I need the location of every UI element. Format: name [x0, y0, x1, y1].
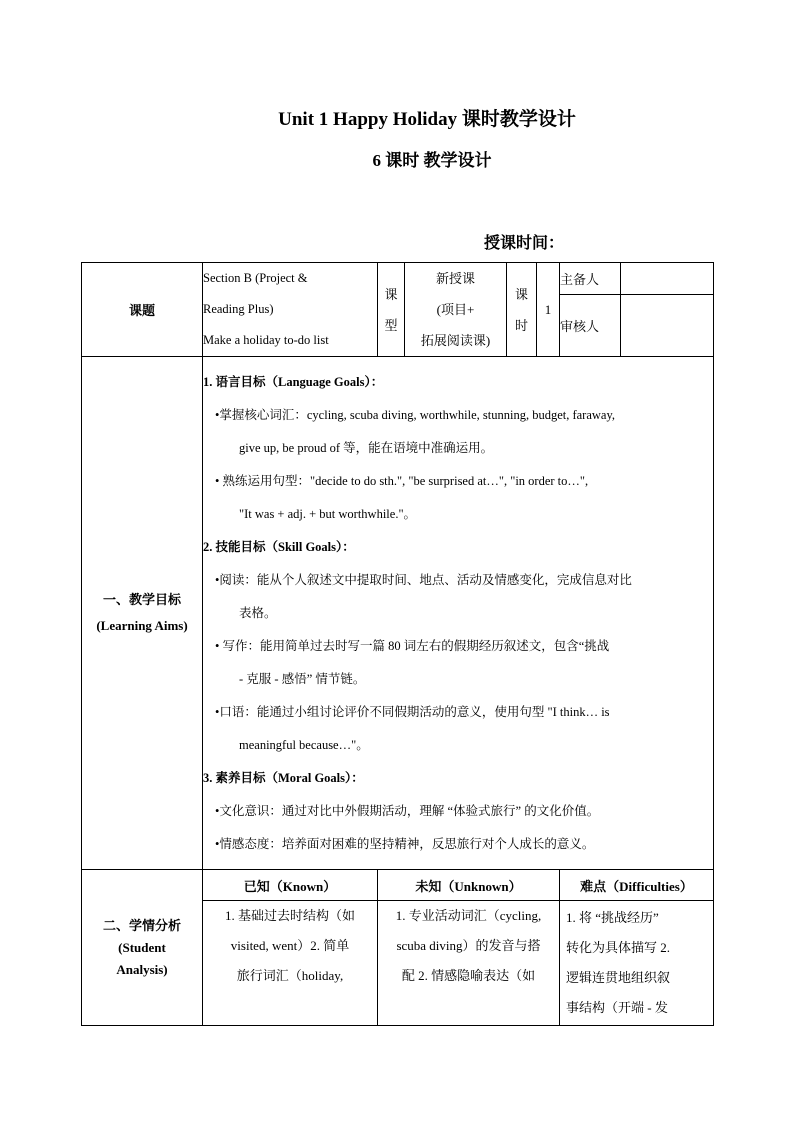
language-goal-item: [203, 399, 713, 465]
document-title: Unit 1 Happy Holiday 课时教学设计: [278, 109, 576, 130]
goal-text: give up, be proud of 等，能在语境中准确运用。: [239, 440, 494, 455]
hours-value: 1: [537, 263, 560, 357]
known-header: 已知（Known）: [203, 870, 378, 901]
moral-goal-item: •文化意识：通过对比中外假期活动，理解 “体验式旅行” 的文化价值。: [215, 803, 600, 818]
analysis-label-line: 二、学情分析: [102, 917, 181, 933]
learning-aims-content: [203, 357, 714, 870]
goal-text: meaningful because…"。: [239, 737, 369, 752]
student-analysis-label: [82, 870, 203, 1026]
type-value-line: 新授课: [435, 271, 475, 286]
course-name: [203, 263, 378, 357]
learning-aims-label-line: 一、教学目标: [102, 592, 181, 607]
preparer-label: 主备人: [560, 263, 621, 295]
unknown-line: 1. 专业活动词汇（cycling,: [395, 908, 542, 923]
goal-text: • 写作：能用简单过去时写一篇 80 词左右的假期经历叙述文，包含“挑战: [215, 638, 610, 653]
preparer-value: [621, 263, 714, 295]
type-label: [378, 263, 405, 357]
learning-aims-label-line: (Learning Aims): [96, 618, 188, 633]
unknown-line: scuba diving）的发音与搭: [396, 938, 541, 953]
difficulties-header: 难点（Difficulties）: [560, 870, 714, 901]
goal-text: - 克服 - 感悟” 情节链。: [239, 671, 366, 686]
course-name-line: Section B (Project &: [203, 271, 308, 285]
type-value: [405, 263, 507, 357]
goal-text: •阅读：能从个人叙述文中提取时间、地点、活动及情感变化，完成信息对比: [215, 572, 632, 587]
known-content: [203, 901, 378, 1026]
difficulty-line: 转化为具体描写 2.: [566, 940, 671, 955]
skill-goal-item: [203, 696, 713, 762]
type-label-char: 型: [384, 317, 398, 333]
type-label-char: 课: [384, 286, 398, 302]
type-value-line: 拓展阅读课): [420, 333, 491, 348]
reviewer-value: [621, 294, 714, 356]
type-value-line: (项目+: [436, 302, 475, 317]
difficulty-line: 1. 将 “挑战经历”: [566, 910, 659, 925]
goal-text: •掌握核心词汇：cycling, scuba diving, worthwhile, stunning, budget, faraway,: [215, 407, 616, 422]
known-line: 旅行词汇（holiday,: [236, 968, 344, 983]
reviewer-label: 审核人: [560, 294, 621, 356]
skill-goals-heading: 2. 技能目标（Skill Goals）：: [203, 539, 355, 554]
goal-text: •口语：能通过小组讨论评价不同假期活动的意义，使用句型 "I think… is: [215, 704, 610, 719]
moral-goals-heading: 3. 素养目标（Moral Goals）：: [203, 770, 364, 785]
course-name-line: Reading Plus): [203, 302, 274, 316]
learning-aims-label: [82, 357, 203, 870]
hours-label-char: 课: [514, 286, 528, 302]
hours-label: [507, 263, 537, 357]
unknown-header: 未知（Unknown）: [378, 870, 560, 901]
hours-label-char: 时: [514, 317, 528, 333]
language-goals-heading: 1. 语言目标（Language Goals）：: [203, 374, 384, 389]
goal-text: • 熟练运用句型："decide to do sth.", "be surprised at…", "in order to…",: [215, 473, 589, 488]
document-subtitle: 6 课时 教学设计: [372, 151, 492, 170]
language-goal-item: [203, 465, 713, 531]
goal-text: 表格。: [239, 605, 277, 620]
course-label: 课题: [82, 263, 203, 357]
goal-text: "It was + adj. + but worthwhile."。: [239, 506, 417, 521]
course-name-line: Make a holiday to-do list: [203, 333, 329, 347]
analysis-label-line: Analysis): [116, 961, 168, 977]
skill-goal-item: [203, 564, 713, 630]
known-line: visited, went）2. 简单: [230, 938, 350, 953]
difficulty-line: 事结构（开端 - 发: [566, 1000, 668, 1015]
analysis-label-line: (Student: [118, 939, 166, 955]
unknown-line: 配 2. 情感隐喻表达（如: [401, 968, 536, 983]
unknown-content: [378, 901, 560, 1026]
lesson-plan-table: [81, 262, 714, 1026]
difficulty-line: 逻辑连贯地组织叙: [566, 970, 671, 985]
skill-goal-item: [203, 630, 713, 696]
known-line: 1. 基础过去时结构（如: [224, 908, 355, 923]
moral-goal-item: •情感态度：培养面对困难的坚持精神，反思旅行对个人成长的意义。: [215, 836, 595, 851]
teaching-date-label: 授课时间：: [484, 235, 565, 252]
difficulties-content: [560, 901, 714, 1026]
